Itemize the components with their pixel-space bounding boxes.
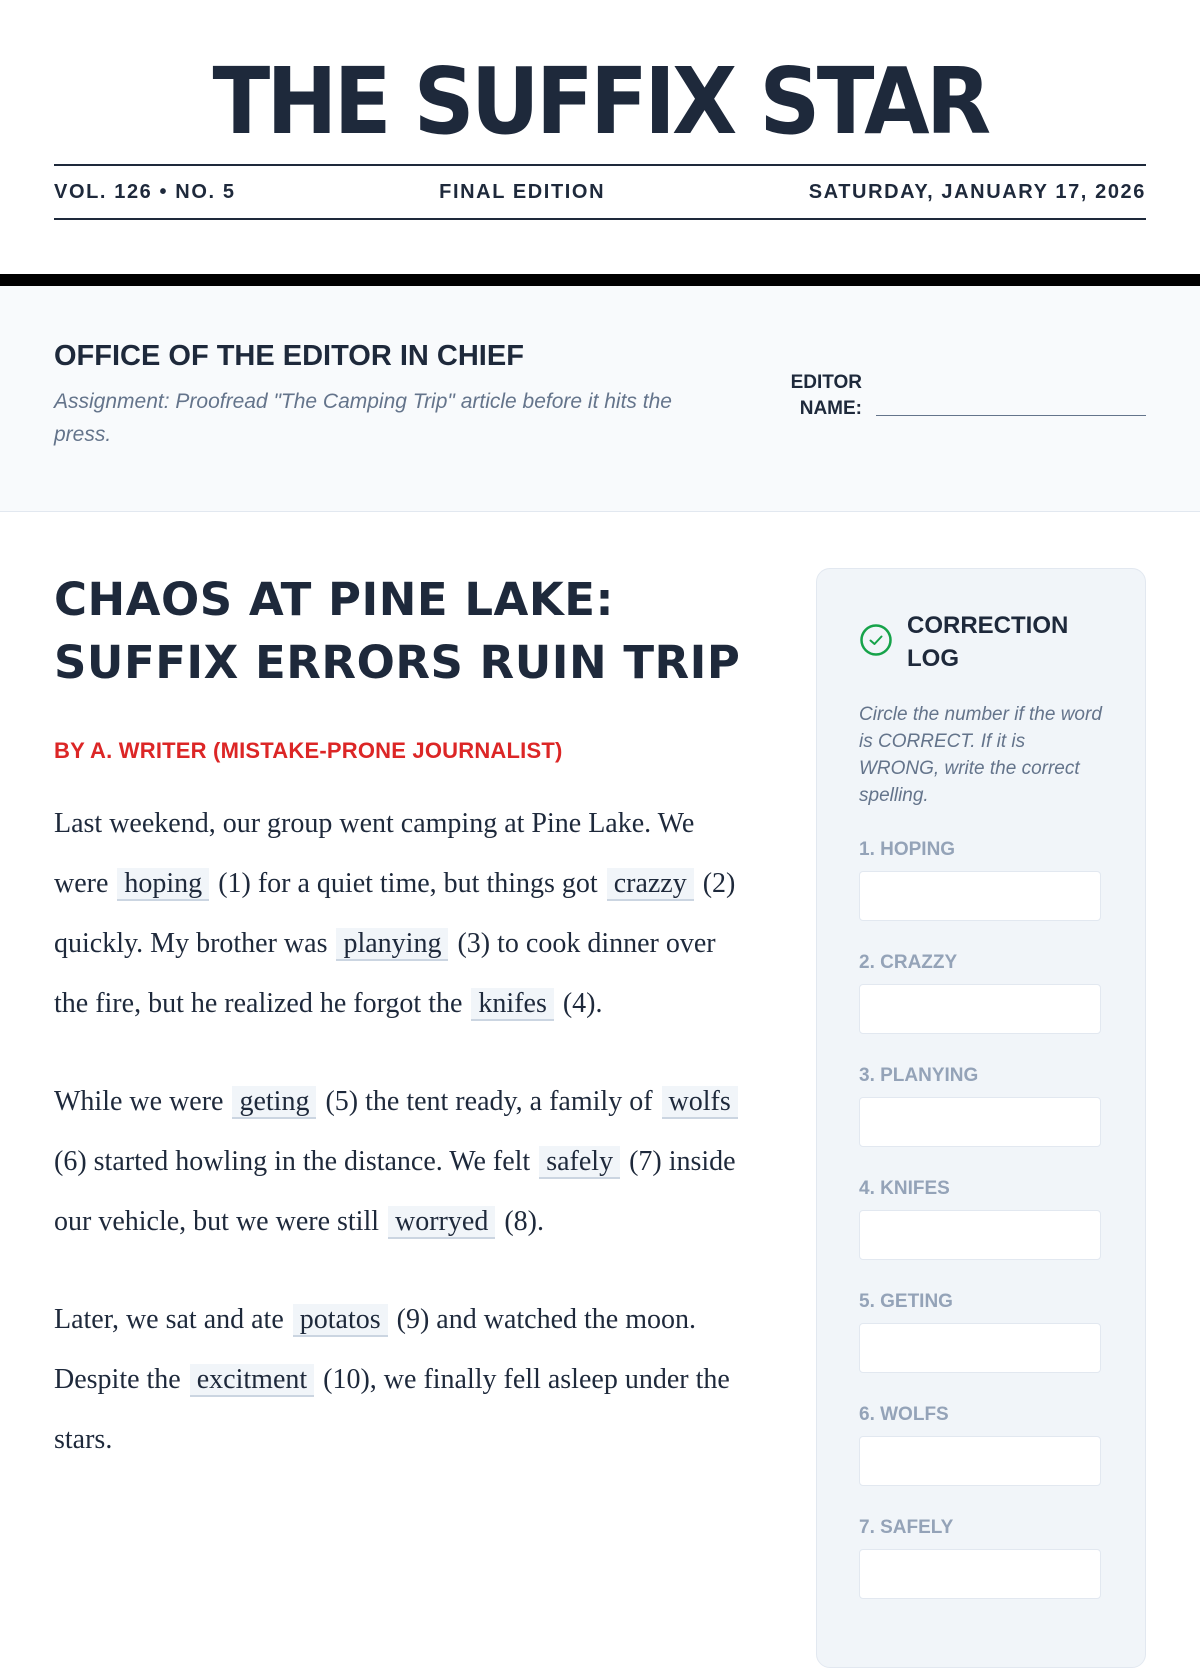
- correction-item-label: 1. HOPING: [859, 839, 956, 860]
- assignment-text: Assignment: Proofread "The Camping Trip" article before it hits the press.: [54, 390, 672, 446]
- correction-item: [859, 1065, 1105, 1178]
- masthead-divider: [0, 274, 1200, 286]
- correction-item: [859, 1178, 1105, 1291]
- correction-log-title: CORRECTION LOG: [907, 612, 1069, 672]
- paragraph-text: (3) to cook dinner over the fire, but he realized he forgot the: [54, 928, 716, 1019]
- highlighted-word: wolfs: [662, 1086, 738, 1119]
- correction-item: [859, 952, 1105, 1065]
- correction-input[interactable]: [859, 1549, 1101, 1599]
- highlighted-word: planying: [336, 928, 448, 961]
- correction-item: [859, 839, 1105, 952]
- correction-item-label: 6. WOLFS: [859, 1404, 949, 1425]
- volume-number: VOL. 126 • NO. 5: [54, 180, 236, 203]
- paragraph-text: Later, we sat and ate: [54, 1304, 291, 1335]
- paragraph-text: (1) for a quiet time, but things got: [211, 868, 605, 899]
- correction-log-list: [859, 839, 1105, 1630]
- newspaper-title: THE SUFFIX STAR: [212, 48, 988, 155]
- editor-name-line[interactable]: [876, 415, 1146, 416]
- edition-label: FINAL EDITION: [439, 180, 606, 203]
- check-circle-icon: [859, 623, 893, 657]
- correction-item-label: 3. PLANYING: [859, 1065, 979, 1086]
- office-info: [54, 286, 734, 451]
- paragraph-text: (4).: [555, 988, 603, 1019]
- correction-log: [816, 568, 1146, 1668]
- article-paragraph: [54, 794, 754, 1034]
- correction-item: [859, 1404, 1105, 1517]
- article-headline: CHAOS AT PINE LAKE: SUFFIX ERRORS RUIN TRIP: [54, 573, 741, 689]
- editor-office-panel: [0, 286, 1200, 512]
- highlighted-word: crazzy: [607, 868, 694, 901]
- paragraph-text: While we were: [54, 1086, 231, 1117]
- correction-log-instructions: Circle the number if the word is CORRECT. If it is WRONG, write the correct spelling.: [859, 704, 1102, 806]
- paragraph-text: (10), we finally fell asleep under the stars.: [54, 1364, 730, 1455]
- main-content: [0, 512, 1200, 1668]
- paragraph-text: Last weekend, our group went camping at Pine Lake. We were: [54, 808, 695, 899]
- article-body: [54, 794, 754, 1470]
- correction-input[interactable]: [859, 1097, 1101, 1147]
- highlighted-word: knifes: [471, 988, 553, 1021]
- editor-name-label: EDITOR NAME:: [790, 372, 862, 419]
- article-paragraph: [54, 1290, 754, 1470]
- highlighted-word: potatos: [293, 1304, 388, 1337]
- issue-info-bar: [54, 164, 1146, 220]
- highlighted-word: safely: [539, 1146, 620, 1179]
- paragraph-text: (5) the tent ready, a family of: [318, 1086, 660, 1117]
- article: [54, 568, 754, 1668]
- highlighted-word: geting: [232, 1086, 316, 1119]
- issue-date: SATURDAY, JANUARY 17, 2026: [808, 180, 1146, 203]
- correction-item-label: 2. CRAZZY: [859, 952, 958, 973]
- paragraph-text: (9) and watched the moon. Despite the: [54, 1304, 697, 1395]
- highlighted-word: hoping: [117, 868, 209, 901]
- highlighted-word: excitment: [190, 1364, 314, 1397]
- editor-name-field[interactable]: [791, 286, 1146, 422]
- correction-input[interactable]: [859, 1210, 1101, 1260]
- correction-input[interactable]: [859, 871, 1101, 921]
- article-byline: BY A. WRITER (MISTAKE-PRONE JOURNALIST): [54, 738, 563, 763]
- correction-item-label: 4. KNIFES: [859, 1178, 950, 1199]
- office-title: OFFICE OF THE EDITOR IN CHIEF: [54, 340, 524, 372]
- correction-item-label: 5. GETING: [859, 1291, 953, 1312]
- highlighted-word: worryed: [388, 1206, 495, 1239]
- correction-input[interactable]: [859, 984, 1101, 1034]
- correction-item-label: 7. SAFELY: [859, 1517, 954, 1538]
- correction-item: [859, 1517, 1105, 1630]
- paragraph-text: (6) started howling in the distance. We felt: [54, 1146, 538, 1177]
- correction-log-header: [859, 609, 1105, 675]
- correction-input[interactable]: [859, 1323, 1101, 1373]
- article-paragraph: [54, 1072, 754, 1252]
- masthead: [0, 0, 1200, 220]
- correction-item: [859, 1291, 1105, 1404]
- correction-input[interactable]: [859, 1436, 1101, 1486]
- paragraph-text: (8).: [497, 1206, 544, 1237]
- paragraph-text: (7) inside our vehicle, but we were still: [54, 1146, 736, 1237]
- paragraph-text: (2) quickly. My brother was: [54, 868, 736, 959]
